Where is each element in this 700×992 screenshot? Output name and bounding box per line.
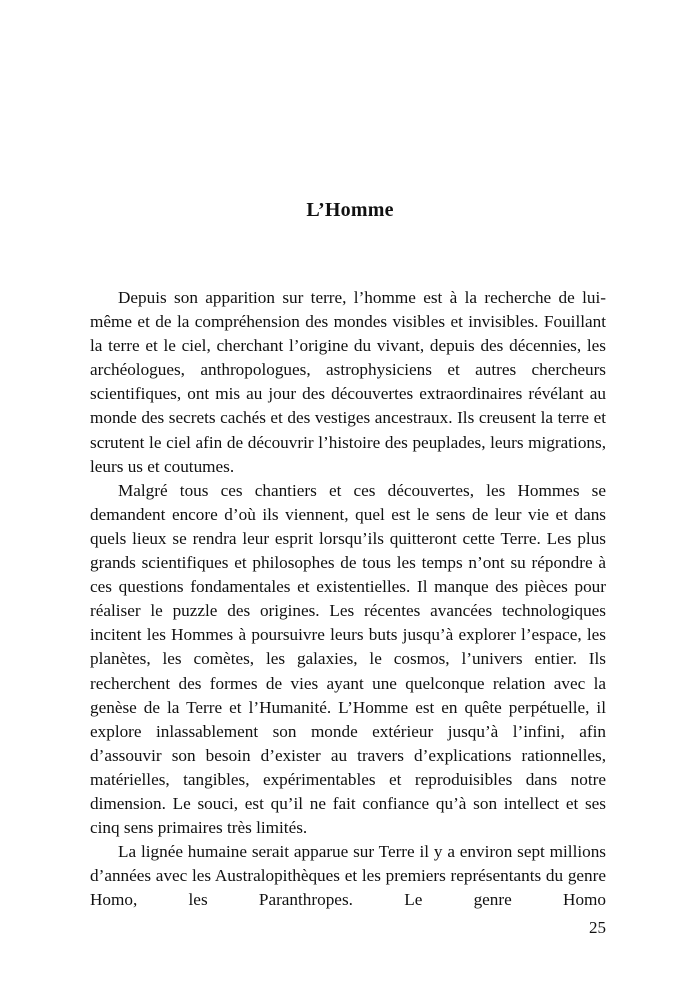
chapter-title: L’Homme [306,199,394,221]
paragraph-2: Malgré tous ces chantiers et ces découvertes, les Hommes se demandent encore d’où ils viennent, quel est le sens de leur vie et dans quels lieux se rendra leur esprit lorsqu’ils quitteront cette Terre. Les plus grands scientifiques et philosophes de tous les temps n’ont su répondre à ces questions fondamentales et existentielles. Il manque des pièces pour réaliser le puzzle des origines. Les récentes avancées technologiques incitent les Hommes à poursuivre leurs buts jusqu’à explorer l’espace, les planètes, les comètes, les galaxies, le cosmos, l’univers entier. Ils recherchent des formes de vies ayant une quelconque relation avec la genèse de la Terre et l’Humanité. L’Homme est en quête perpétuelle, il explore inlassablement son monde extérieur jusqu’à l’infini, afin d’assouvir son besoin d’exister au travers d’explications rationnelles, matérielles, tangibles, expérimentables et reproduisibles dans notre dimension. Le souci, est qu’il ne fait confiance qu’à son intellect et ses cinq sens primaires très limités. [90,480,606,838]
page-number: 25 [589,918,606,937]
paragraph-1: Depuis son apparition sur terre, l’homme est à la recherche de lui-même et de la compréhension des mondes visibles et invisibles. Fouillant la terre et le ciel, cherchant l’origine du vivant, depuis des décennies, les archéologues, anthropologues, astrophysiciens et autres chercheurs scientifiques, ont mis au jour des découvertes extraordinaires révélant au monde des secrets cachés et des vestiges ancestraux. Ils creusent la terre et scrutent le ciel afin de découvrir l’histoire des peuplades, leurs migrations, leurs us et coutumes. [90,288,606,476]
body-text [90,286,606,912]
paragraph-3: La lignée humaine serait apparue sur Terre il y a environ sept millions d’années avec les Australopithèques et les premiers représentants du genre Homo, les Paranthropes. Le genre Homo [90,842,606,910]
